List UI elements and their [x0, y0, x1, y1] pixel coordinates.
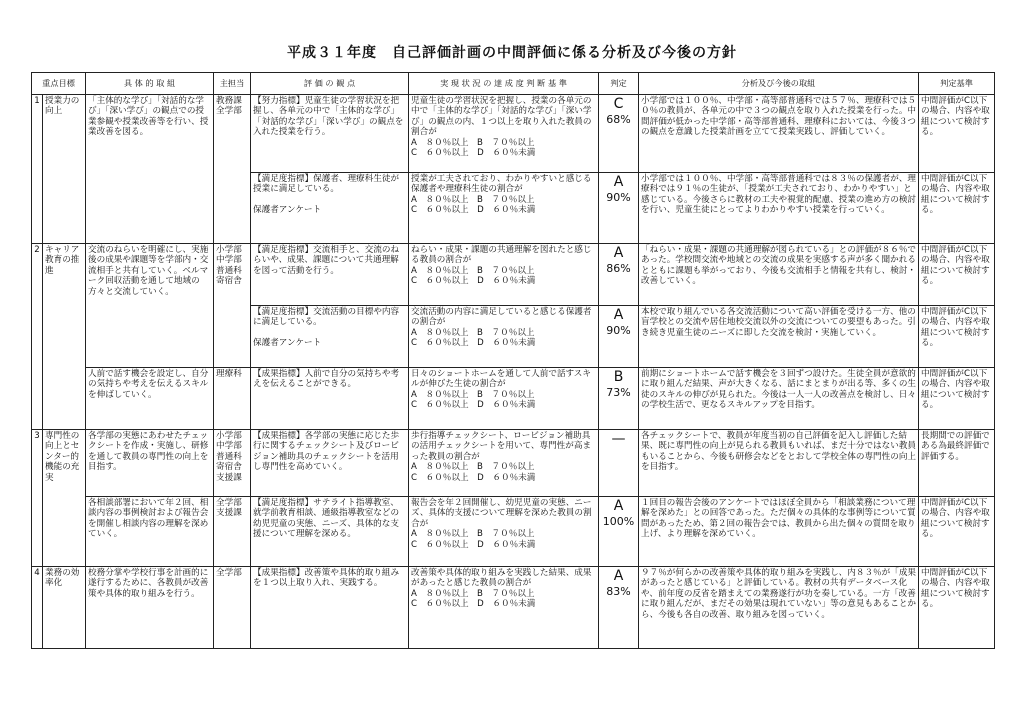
- judge-grade: A: [613, 498, 624, 514]
- goal-name: 業務の効率化: [43, 567, 86, 649]
- judge-percent: 100%: [602, 515, 635, 528]
- analysis-cell: 各チェックシートで、教員が年度当初の自己評価を記入し評価した結果、既に専門性の向上が見られる教員もいれば、まだ十分ではない教員もいることから、今後も研修会などをとおして学校全体の専門性の向上を目指す。: [639, 430, 919, 497]
- judge-cell: [599, 306, 639, 368]
- owner-cell: 理療科: [214, 368, 251, 430]
- owner-cell: 小学部中学部普通科寄宿舎支援課: [214, 430, 251, 497]
- goal-name: 専門性の向上とセンター的機能の充実: [43, 430, 86, 567]
- owner-cell: 全学部: [214, 567, 251, 649]
- basis-cell: 中間評価がC以下の場合、内容や取組について検討する。: [919, 567, 995, 649]
- judge-cell: [599, 95, 639, 173]
- criteria-cell: [409, 497, 599, 567]
- goal-number: 3: [32, 430, 43, 567]
- analysis-cell: １回目の報告会後のアンケートではほぼ全員から「相談業務について理解を深めた」との回答であった。ただ個々の具体的な事例等について質問があったため、第２回の報告会では、教員から出た個々の質問を取り上げ、より理解を深めていく。: [639, 497, 919, 567]
- analysis-cell: 「ねらい・成果・課題の共通理解が図られている」との評価が８６％であった。学校間交流や地域との交流の成果を実感する声が多く聞かれるとともに課題も挙がっており、今後も交流相手と情報を共有し、検討・改善していく。: [639, 244, 919, 306]
- grade-cd: C ６０％以上 D ６０％未満: [411, 599, 536, 610]
- criteria-text: 改善策や具体的取り組みを実践した結果、成果があったと感じた教員の割合が: [411, 568, 592, 589]
- action-cell: 交流のねらいを明確にし、実施後の成果や課題等を学部内・交流相手と共有していく。ベルマーク回収活動を通して地域の方々と交流していく。: [86, 244, 214, 368]
- criteria-cell: [409, 368, 599, 430]
- judge-cell: [599, 368, 639, 430]
- goal-name: 授業力の向上: [43, 95, 86, 244]
- analysis-cell: 小学部では１００％、中学部・高等部普通科では８３％の保護者が、理療科では９１％の生徒が、「授業が工夫されており、わかりやすい」と感じている。今後さらに教材の工夫や視覚的配慮、授業の進め方の検討を行い、児童生徒にとってよりわかりやすい授業を行っていく。: [639, 173, 919, 244]
- viewpoint-cell: [251, 497, 409, 567]
- judge-cell: [599, 497, 639, 567]
- viewpoint-text: 【満足度指標】交流相手と、交流のねらいや、成果、課題について共通理解を図って活動を行う。: [253, 245, 400, 276]
- header-basis: 判定基準: [919, 73, 995, 95]
- viewpoint-text: 【満足度指標】サテライト指導教室、就学前教育相談、通級指導教室などの幼児児童の実態、ニーズ、具体的な支援について理解を深める。: [253, 498, 400, 540]
- criteria-text: 交流活動の内容に満足していると感じる保護者の割合が: [411, 307, 592, 328]
- grade-ab: A ８０％以上 B ７０％以上: [411, 389, 535, 400]
- basis-cell: 中間評価がC以下の場合、内容や取組について検討する。: [919, 173, 995, 244]
- header-analysis: 分析及び今後の取組: [639, 73, 919, 95]
- viewpoint-text: 【満足度指標】保護者、理療科生徒が授業に満足している。: [253, 174, 400, 195]
- action-cell: 「主体的な学び」「対話的な学び」「深い学び」の観点での授業参観や授業改善等を行い、授業改善を図る。: [86, 95, 214, 244]
- header-owner: 主担当: [214, 73, 251, 95]
- owner-cell: 教務課全学部: [214, 95, 251, 244]
- analysis-cell: 小学部では１００％、中学部・高等部普通科では５７％、理療科では５０％の教員が、各单元の中で３つの観点を取り入れた授業を行った。中間評価が低かった中学部・高等部普通科、理療科においては、今後３つの観点を意識した授業計画を立てて授業実践し、評価していく。: [639, 95, 919, 173]
- criteria-cell: [409, 244, 599, 306]
- grade-cd: C ６０％以上 D ６０％未満: [411, 276, 536, 287]
- judge-percent: 86%: [606, 262, 631, 275]
- basis-cell: 中間評価がC以下の場合、内容や取組について検討する。: [919, 368, 995, 430]
- table-row: [32, 368, 995, 430]
- viewpoint-text: 【成果指標】各学部の実態に応じた歩行に関するチェックシート及びロービジョン補助具のチェックシートを活用し専門性を高めていく。: [253, 431, 400, 473]
- viewpoint-cell: [251, 173, 409, 244]
- header-judge: 判定: [599, 73, 639, 95]
- viewpoint-cell: [251, 368, 409, 430]
- viewpoint-text: 【満足度指標】交流活動の目標や内容に満足している。: [253, 307, 400, 328]
- grade-cd: C ６０％以上 D ６０％未満: [411, 539, 536, 550]
- table-row: [32, 567, 995, 649]
- action-cell: 校務分掌や学校行事を計画的に遂行するために、各教員が改善策や具体的取り組みを行う。: [86, 567, 214, 649]
- action-cell: 人前で話す機会を設定し、自分の気持ちや考えを伝えるスキルを伸ばしていく。: [86, 368, 214, 430]
- judge-percent: 90%: [606, 191, 631, 204]
- criteria-text: 歩行指導チェックシート、ロービジョン補助具の活用チェックシートを用いて、専門性が高まった教員の割合が: [411, 431, 592, 462]
- judge-grade: A: [613, 568, 624, 584]
- grade-ab: A ８０％以上 B ７０％以上: [411, 327, 535, 338]
- table-row: [32, 95, 995, 173]
- viewpoint-source: 保護者アンケート: [253, 337, 322, 348]
- table-row: [32, 497, 995, 567]
- owner-cell: 全学部支援課: [214, 497, 251, 567]
- goal-number: 2: [32, 244, 43, 430]
- grade-ab: A ８０％以上 B ７０％以上: [411, 588, 535, 599]
- judge-grade: —: [611, 431, 626, 447]
- header-goal: 重点目標: [32, 73, 86, 95]
- analysis-cell: 前期にショートホームで話す機会を３回ずつ設けた。生徒全員が意欲的に取り組んだ結果、声が大きくなる、話にまとまりが出る等、多くの生徒のスキルの伸びが見られた。今後は一人一人の改善点を検討し、日々の学校生活で、更なるスキルアップを目指す。: [639, 368, 919, 430]
- action-cell: 各相談部署において年２回、相談内容の事例検討および報告会を開催し相談内容の理解を深めていく。: [86, 497, 214, 567]
- criteria-text: 日々のショートホームを通して人前で話すスキルが伸びた生徒の割合が: [411, 369, 591, 390]
- grade-ab: A ８０％以上 B ７０％以上: [411, 462, 535, 473]
- viewpoint-text: 【成果指標】人前で自分の気持ちや考えを伝えることができる。: [253, 369, 400, 390]
- judge-percent: 68%: [606, 113, 631, 126]
- criteria-text: 授業が工夫されており、わかりやすいと感じる保護者や理療科生徒の割合が: [411, 174, 592, 195]
- judge-grade: A: [613, 307, 624, 323]
- grade-cd: C ６０％以上 D ６０％未満: [411, 338, 536, 349]
- judge-grade: A: [613, 174, 624, 190]
- criteria-text: ねらい・成果・課題の共通理解を図れたと感じる教員の割合が: [411, 245, 592, 266]
- owner-cell: 小学部中学部普通科寄宿舎: [214, 244, 251, 368]
- criteria-cell: [409, 306, 599, 368]
- grade-ab: A ８０％以上 B ７０％以上: [411, 265, 535, 276]
- grade-ab: A ８０％以上 B ７０％以上: [411, 529, 535, 540]
- criteria-cell: [409, 173, 599, 244]
- criteria-text: 児童生徒の学習状況を把握し、授業の各单元の中で「主体的な学び」「対話的な学び」「深い学び」の観点の内、１つ以上を取り入れた教員の割合が: [411, 96, 592, 138]
- table-row: [32, 430, 995, 497]
- header-criteria: 実 現 状 況 の 達 成 度 判 断 基 準: [409, 73, 599, 95]
- table-header-row: [32, 73, 995, 95]
- grade-ab: A ８０％以上 B ７０％以上: [411, 137, 535, 148]
- grade-cd: C ６０％以上 D ６０％未満: [411, 472, 536, 483]
- grade-cd: C ６０％以上 D ６０％未満: [411, 205, 536, 216]
- viewpoint-cell: [251, 95, 409, 173]
- header-viewpoint: 評 価 の 観 点: [251, 73, 409, 95]
- table-row: [32, 244, 995, 306]
- viewpoint-text: 【努力指標】児童生徒の学習状況を把握し、各单元の中で「主体的な学び」「対話的な学び」「深い学び」の観点を入れた授業を行う。: [253, 96, 404, 138]
- evaluation-table: [31, 72, 995, 649]
- goal-name: キャリア教育の推進: [43, 244, 86, 430]
- viewpoint-cell: [251, 306, 409, 368]
- judge-percent: 73%: [606, 386, 631, 399]
- criteria-cell: [409, 95, 599, 173]
- grade-cd: C ６０％以上 D ６０％未満: [411, 148, 536, 159]
- action-cell: 各学部の実態にあわせたチェックシートを作成・実施し、研修を通して教員の専門性の向上を目指す。: [86, 430, 214, 497]
- criteria-cell: [409, 430, 599, 497]
- judge-percent: 83%: [606, 585, 631, 598]
- analysis-cell: 本校で取り組んでいる各交流活動について高い評価を受ける一方、他の盲学校との交流や居住地校交流以外の交流についての要望もあった。引き続き児童生徒のニーズに即した交流を検討・実施していく。: [639, 306, 919, 368]
- viewpoint-cell: [251, 567, 409, 649]
- criteria-text: 報告会を年２回開催し、幼児児童の実態、ニーズ、具体的支援について理解を深めた教員の割合が: [411, 498, 592, 529]
- viewpoint-text: 【成果指標】改善策や具体的取り組みを１つ以上取り入れ、実践する。: [253, 568, 400, 589]
- judge-cell: [599, 430, 639, 497]
- judge-percent: 90%: [606, 324, 631, 337]
- judge-cell: [599, 244, 639, 306]
- criteria-cell: [409, 567, 599, 649]
- viewpoint-cell: [251, 244, 409, 306]
- judge-grade: C: [613, 96, 624, 112]
- judge-cell: [599, 567, 639, 649]
- basis-cell: 中間評価がC以下の場合、内容や取組について検討する。: [919, 497, 995, 567]
- grade-cd: C ６０％以上 D ６０％未満: [411, 400, 536, 411]
- judge-grade: B: [613, 369, 624, 385]
- document-title: 平成３１年度 自己評価計画の中間評価に係る分析及び今後の方針: [287, 45, 737, 61]
- viewpoint-cell: [251, 430, 409, 497]
- basis-cell: 中間評価がC以下の場合、内容や取組について検討する。: [919, 306, 995, 368]
- judge-grade: A: [613, 245, 624, 261]
- judge-cell: [599, 173, 639, 244]
- goal-number: 4: [32, 567, 43, 649]
- grade-ab: A ８０％以上 B ７０％以上: [411, 194, 535, 205]
- basis-cell: 中間評価がC以下の場合、内容や取組について検討する。: [919, 95, 995, 173]
- viewpoint-source: 保護者アンケート: [253, 204, 322, 215]
- header-action: 具 体 的 取 組: [86, 73, 214, 95]
- goal-number: 1: [32, 95, 43, 244]
- basis-cell: 中間評価がC以下の場合、内容や取組について検討する。: [919, 244, 995, 306]
- analysis-cell: ９７％が何らかの改善策や具体的取り組みを実践し、内８３％が「成果があったと感じている」と評価している。教材の共有データベース化や、前年度の反省を踏まえての業務遂行が功を奏している。一方「改善に取り組んだが、まだその効果は現れていない」等の意見もあることから、今後も各自の改善、取り組みを図っていく。: [639, 567, 919, 649]
- basis-cell: 長期間での評価である為最終評価で評価する。: [919, 430, 995, 497]
